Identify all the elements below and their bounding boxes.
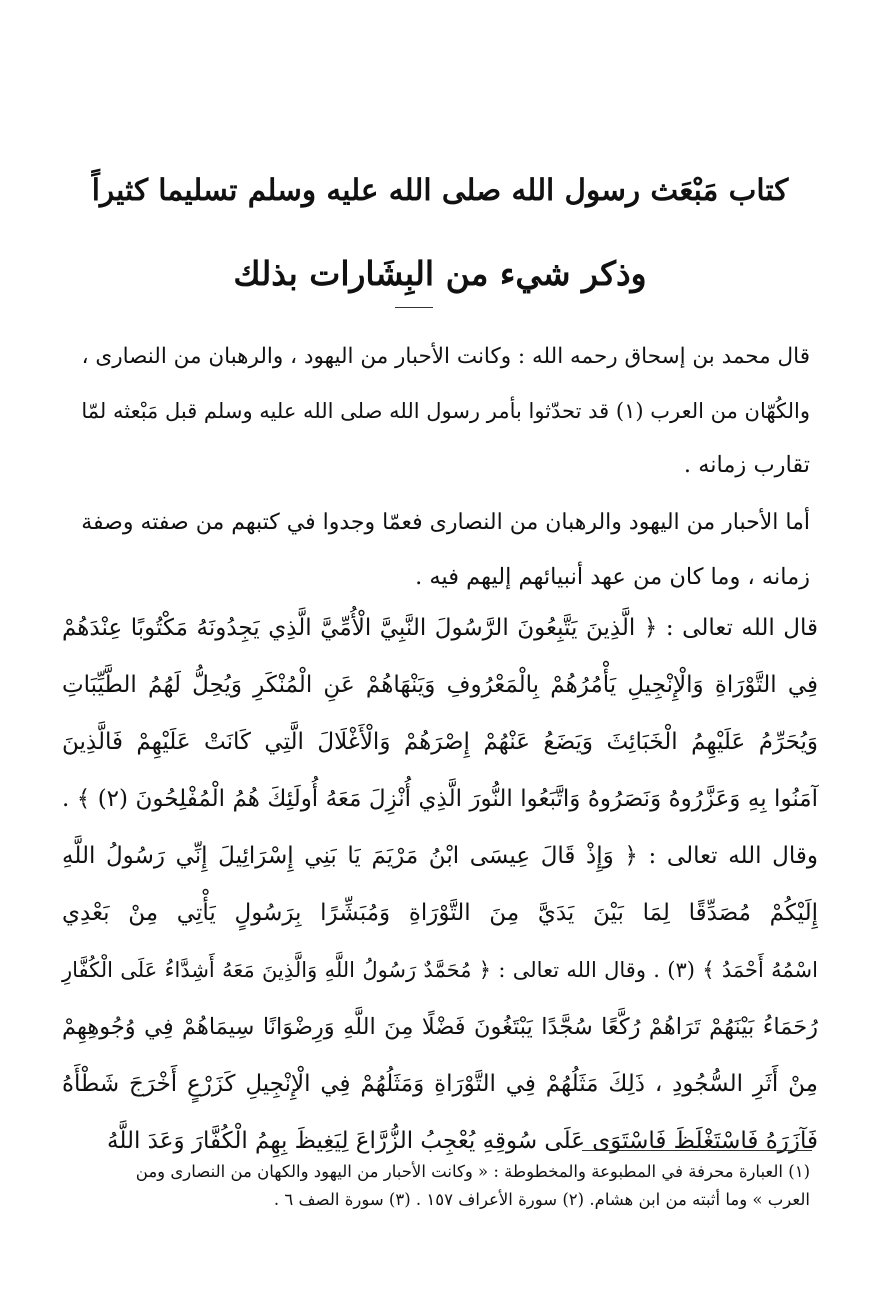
text-line: قال محمد بن إسحاق رحمه الله : وكانت الأحبار من اليهود ، والرهبان من النصارى ، [81,344,810,369]
second-paragraph [70,496,810,604]
text-line: قال الله تعالى : ﴿ الَّذِينَ يَتَّبِعُونَ الرَّسُولَ النَّبِيَّ الْأُمِّيَّ الَّذِي يَجِدُونَهُ مَكْتُوبًا عِنْدَهُمْ [62,615,818,641]
text-line: اسْمُهُ أَحْمَدُ ﴾ (٣) . وقال الله تعالى : ﴿ مُحَمَّدٌ رَسُولُ اللَّهِ وَالَّذِينَ مَعَهُ أَشِدَّاءُ عَلَى الْكُفَّارِ [62,958,818,982]
footnote-line: العرب » وما أثبته من ابن هشام. (٢) سورة الأعراف ١٥٧ . (٣) سورة الصف ٦ . [273,1190,810,1209]
chapter-title [90,148,790,316]
quran-citations [62,600,818,1170]
text-line: زمانه ، وما كان من عهد أنبيائهم إليهم فيه . [415,564,810,590]
text-line: وقال الله تعالى : ﴿ وَإِذْ قَالَ عِيسَى ابْنُ مَرْيَمَ يَا بَنِي إِسْرَائِيلَ إِنِّي رَسُولُ اللَّهِ [62,843,818,869]
text-line: تقارب زمانه . [683,452,810,478]
title-line-2: وذكر شيء من البِشَارات بذلك [233,254,647,293]
text-line: آمَنُوا بِهِ وَعَزَّرُوهُ وَنَصَرُوهُ وَاتَّبَعُوا النُّورَ الَّذِي أُنْزِلَ مَعَهُ أُولَئِكَ هُمُ الْمُفْلِحُونَ (٢) ﴾ . [62,786,818,812]
title-line-1: كتاب مَبْعَث رسول الله صلى الله عليه وسلم تسليما كثيراً [91,172,789,207]
text-line: فِي التَّوْرَاةِ وَالْإِنْجِيلِ يَأْمُرُهُمْ بِالْمَعْرُوفِ وَيَنْهَاهُمْ عَنِ الْمُنْكَرِ وَيُحِلُّ لَهُمُ الطَّيِّبَاتِ [62,672,818,698]
text-line: فَآزَرَهُ فَاسْتَغْلَظَ فَاسْتَوَى عَلَى سُوقِهِ يُعْجِبُ الزُّرَّاعَ لِيَغِيظَ بِهِمُ الْكُفَّارَ وَعَدَ اللَّهُ [107,1128,818,1154]
intro-paragraph [70,330,810,492]
text-line: والكُهّان من العرب (١) قد تحدّثوا بأمر رسول الله صلى الله عليه وسلم قبل مَبْعثه لمّا [81,399,810,423]
footnote-divider [582,1150,812,1151]
text-line: إِلَيْكُمْ مُصَدِّقًا لِمَا بَيْنَ يَدَيَّ مِنَ التَّوْرَاةِ وَمُبَشِّرًا بِرَسُولٍ يَأْتِي مِنْ بَعْدِي [62,900,818,926]
text-line: وَيُحَرِّمُ عَلَيْهِمُ الْخَبَائِثَ وَيَضَعُ عَنْهُمْ إِصْرَهُمْ وَالْأَغْلَالَ الَّتِي كَانَتْ عَلَيْهِمْ فَالَّذِينَ [62,729,818,755]
text-line: رُحَمَاءُ بَيْنَهُمْ تَرَاهُمْ رُكَّعًا سُجَّدًا يَبْتَغُونَ فَضْلًا مِنَ اللَّهِ وَرِضْوَانًا سِيمَاهُمْ فِي وُجُوهِهِمْ [62,1014,818,1040]
footnotes [70,1158,810,1214]
text-line: مِنْ أَثَرِ السُّجُودِ ، ذَلِكَ مَثَلُهُمْ فِي التَّوْرَاةِ وَمَثَلُهُمْ فِي الْإِنْجِيلِ كَزَرْعٍ أَخْرَجَ شَطْأَهُ [62,1071,818,1097]
title-divider [395,307,433,308]
text-line: أما الأحبار من اليهود والرهبان من النصارى فعمّا وجدوا في كتبهم من صفته وصفة [81,510,810,535]
footnote-line: (١) العبارة محرفة في المطبوعة والمخطوطة : « وكانت الأحبار من اليهود والكهان من النصارى ومن [135,1162,810,1181]
